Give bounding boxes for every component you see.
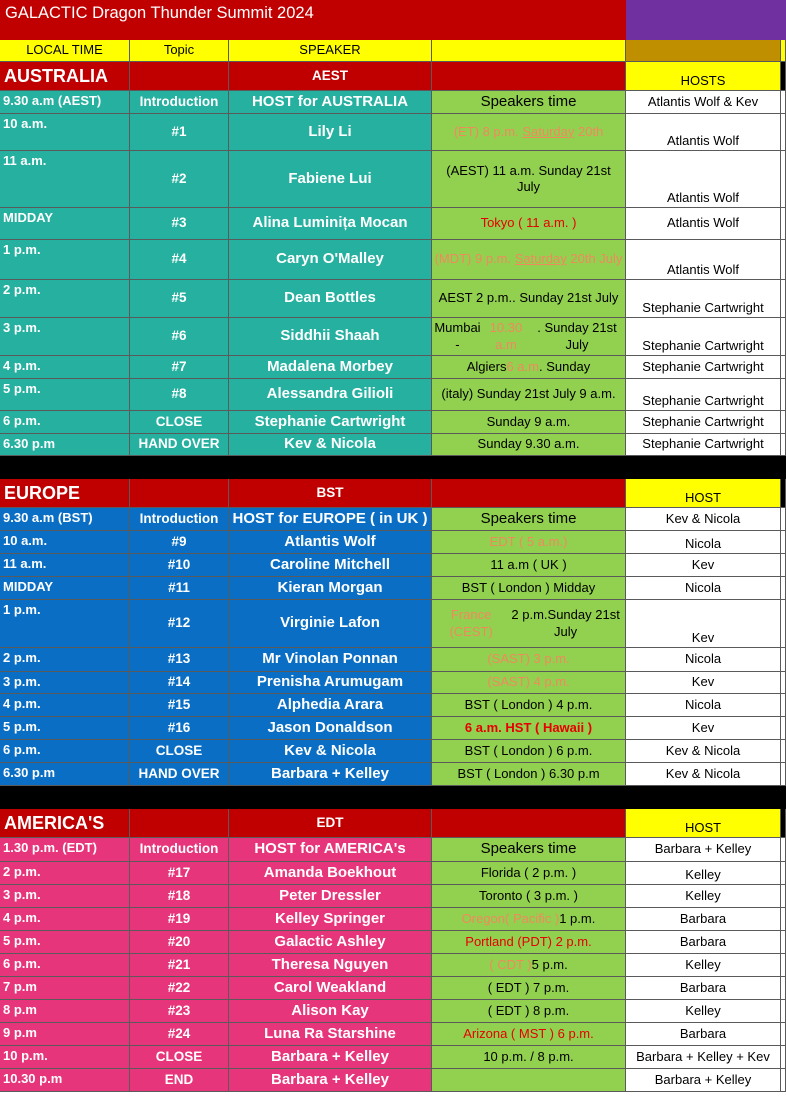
host[interactable]: Barbara	[626, 931, 781, 954]
edge-cell[interactable]	[781, 1046, 786, 1069]
speaker-local-time[interactable]: 11 a.m ( UK )	[432, 554, 626, 577]
topic[interactable]: #13	[130, 648, 229, 672]
host-column-label[interactable]: HOST	[626, 809, 781, 838]
topic[interactable]: #9	[130, 531, 229, 554]
speaker[interactable]: Caryn O'Malley	[229, 240, 432, 280]
edge-cell[interactable]	[781, 600, 786, 648]
section-header-blank[interactable]	[130, 809, 229, 838]
edge-cell[interactable]	[781, 91, 786, 114]
topic[interactable]: #8	[130, 379, 229, 411]
speaker-local-time[interactable]: (MDT) 9 p.m. Saturday 20th July	[432, 240, 626, 280]
edge-cell[interactable]	[781, 479, 786, 508]
speaker-local-time[interactable]: (SAST) 3 p.m.	[432, 648, 626, 672]
edge-cell[interactable]	[781, 977, 786, 1000]
topic[interactable]: HAND OVER	[130, 434, 229, 456]
edge-cell[interactable]	[781, 411, 786, 434]
edge-cell[interactable]	[781, 62, 786, 91]
speaker[interactable]: Jason Donaldson	[229, 717, 432, 740]
section-timezone[interactable]: BST	[229, 479, 432, 508]
speaker[interactable]: Stephanie Cartwright	[229, 411, 432, 434]
local-time[interactable]: 10.30 p.m	[0, 1069, 130, 1092]
col-header-tan[interactable]	[626, 40, 781, 62]
section-header-blank[interactable]	[432, 479, 626, 508]
edge-cell[interactable]	[781, 318, 786, 356]
local-time[interactable]: 6 p.m.	[0, 411, 130, 434]
host[interactable]: Kev & Nicola	[626, 508, 781, 531]
local-time[interactable]: 10 a.m.	[0, 531, 130, 554]
speaker[interactable]: Kev & Nicola	[229, 740, 432, 763]
topic[interactable]: #5	[130, 280, 229, 318]
edge-cell[interactable]	[781, 1000, 786, 1023]
topic[interactable]: #12	[130, 600, 229, 648]
speaker-local-time[interactable]: AEST 2 p.m.. Sunday 21st July	[432, 280, 626, 318]
host[interactable]: Stephanie Cartwright	[626, 411, 781, 434]
speaker[interactable]: Dean Bottles	[229, 280, 432, 318]
edge-cell[interactable]	[781, 114, 786, 151]
topic[interactable]: #16	[130, 717, 229, 740]
host[interactable]: Kelley	[626, 1000, 781, 1023]
speaker[interactable]: Luna Ra Starshine	[229, 1023, 432, 1046]
host[interactable]: Atlantis Wolf	[626, 151, 781, 208]
speaker[interactable]: Madalena Morbey	[229, 356, 432, 379]
host[interactable]: Stephanie Cartwright	[626, 434, 781, 456]
speaker[interactable]: Mr Vinolan Ponnan	[229, 648, 432, 672]
host[interactable]: Stephanie Cartwright	[626, 318, 781, 356]
speaker-local-time[interactable]: Algiers 6 a.m . Sunday	[432, 356, 626, 379]
edge-cell[interactable]	[781, 763, 786, 786]
host[interactable]: Atlantis Wolf	[626, 114, 781, 151]
edge-cell[interactable]	[781, 434, 786, 456]
speaker[interactable]: Siddhii Shaah	[229, 318, 432, 356]
edge-cell[interactable]	[781, 931, 786, 954]
speaker[interactable]: HOST for AMERICA's	[229, 838, 432, 862]
edge-cell[interactable]	[781, 280, 786, 318]
col-header-blank[interactable]	[432, 40, 626, 62]
edge-cell[interactable]	[781, 208, 786, 240]
speaker-local-time[interactable]: Toronto ( 3 p.m. )	[432, 885, 626, 908]
topic[interactable]: #21	[130, 954, 229, 977]
section-header-blank[interactable]	[432, 62, 626, 91]
topic[interactable]: #1	[130, 114, 229, 151]
speaker[interactable]: Barbara + Kelley	[229, 1069, 432, 1092]
speaker[interactable]: Kev & Nicola	[229, 434, 432, 456]
speaker-local-time[interactable]: 10 p.m. / 8 p.m.	[432, 1046, 626, 1069]
local-time[interactable]: 3 p.m.	[0, 318, 130, 356]
local-time[interactable]: 1 p.m.	[0, 240, 130, 280]
local-time[interactable]: 7 p.m	[0, 977, 130, 1000]
local-time[interactable]: MIDDAY	[0, 208, 130, 240]
topic[interactable]: #17	[130, 862, 229, 885]
local-time[interactable]: 1 p.m.	[0, 600, 130, 648]
speaker[interactable]: HOST for EUROPE ( in UK )	[229, 508, 432, 531]
speaker-local-time[interactable]: ( EDT ) 8 p.m.	[432, 1000, 626, 1023]
host[interactable]: Nicola	[626, 694, 781, 717]
section-name[interactable]: AMERICA'S	[0, 809, 130, 838]
local-time[interactable]: 3 p.m.	[0, 672, 130, 694]
speaker[interactable]: Barbara + Kelley	[229, 763, 432, 786]
col-header-edge[interactable]	[781, 40, 786, 62]
local-time[interactable]: 4 p.m.	[0, 908, 130, 931]
host[interactable]: Nicola	[626, 531, 781, 554]
speaker[interactable]: Kieran Morgan	[229, 577, 432, 600]
speaker[interactable]: Alison Kay	[229, 1000, 432, 1023]
speaker[interactable]: Caroline Mitchell	[229, 554, 432, 577]
local-time[interactable]: 6.30 p.m	[0, 763, 130, 786]
edge-cell[interactable]	[781, 694, 786, 717]
host[interactable]: Kev & Nicola	[626, 740, 781, 763]
local-time[interactable]: 4 p.m.	[0, 694, 130, 717]
edge-cell[interactable]	[781, 151, 786, 208]
speaker[interactable]: Fabiene Lui	[229, 151, 432, 208]
local-time[interactable]: 6 p.m.	[0, 954, 130, 977]
speaker-local-time[interactable]: Speakers time	[432, 838, 626, 862]
edge-cell[interactable]	[781, 531, 786, 554]
speaker-local-time[interactable]: France (CEST) 2 p.m.Sunday 21st July	[432, 600, 626, 648]
edge-cell[interactable]	[781, 240, 786, 280]
local-time[interactable]: 9 p.m	[0, 1023, 130, 1046]
topic[interactable]: #11	[130, 577, 229, 600]
speaker-local-time[interactable]: (SAST) 4 p.m.	[432, 672, 626, 694]
speaker-local-time[interactable]: Speakers time	[432, 91, 626, 114]
host[interactable]: Barbara	[626, 1023, 781, 1046]
host[interactable]: Kev	[626, 717, 781, 740]
host[interactable]: Kelley	[626, 862, 781, 885]
host[interactable]: Kelley	[626, 885, 781, 908]
host[interactable]: Nicola	[626, 577, 781, 600]
host-column-label[interactable]: HOSTS	[626, 62, 781, 91]
section-header-blank[interactable]	[432, 809, 626, 838]
topic[interactable]: CLOSE	[130, 740, 229, 763]
topic[interactable]: CLOSE	[130, 411, 229, 434]
topic[interactable]: #2	[130, 151, 229, 208]
local-time[interactable]: 1.30 p.m. (EDT)	[0, 838, 130, 862]
speaker-local-time[interactable]: EDT ( 5 a.m.)	[432, 531, 626, 554]
topic[interactable]: #15	[130, 694, 229, 717]
local-time[interactable]: MIDDAY	[0, 577, 130, 600]
topic[interactable]: #23	[130, 1000, 229, 1023]
edge-cell[interactable]	[781, 809, 786, 838]
local-time[interactable]: 5 p.m.	[0, 931, 130, 954]
edge-cell[interactable]	[781, 1023, 786, 1046]
host[interactable]: Stephanie Cartwright	[626, 280, 781, 318]
section-divider[interactable]	[0, 786, 786, 809]
edge-cell[interactable]	[781, 885, 786, 908]
speaker-local-time[interactable]: ( CDT ) 5 p.m.	[432, 954, 626, 977]
local-time[interactable]: 9.30 a.m (AEST)	[0, 91, 130, 114]
speaker-local-time[interactable]: Mumbai - 10.30 a.m . Sunday 21st July	[432, 318, 626, 356]
sheet-title[interactable]: GALACTIC Dragon Thunder Summit 2024	[0, 0, 626, 40]
edge-cell[interactable]	[781, 908, 786, 931]
host[interactable]: Atlantis Wolf & Kev	[626, 91, 781, 114]
speaker-local-time[interactable]: (italy) Sunday 21st July 9 a.m.	[432, 379, 626, 411]
speaker[interactable]: Kelley Springer	[229, 908, 432, 931]
col-header-local-time[interactable]: LOCAL TIME	[0, 40, 130, 62]
local-time[interactable]: 8 p.m	[0, 1000, 130, 1023]
topic[interactable]: END	[130, 1069, 229, 1092]
col-header-speaker[interactable]: SPEAKER	[229, 40, 432, 62]
topic[interactable]: Introduction	[130, 91, 229, 114]
speaker[interactable]: Atlantis Wolf	[229, 531, 432, 554]
col-header-topic[interactable]: Topic	[130, 40, 229, 62]
speaker-local-time[interactable]: 6 a.m. HST ( Hawaii )	[432, 717, 626, 740]
speaker-local-time[interactable]: Speakers time	[432, 508, 626, 531]
section-divider[interactable]	[0, 456, 786, 479]
section-header-blank[interactable]	[130, 62, 229, 91]
topic[interactable]: Introduction	[130, 838, 229, 862]
purple-header-cell[interactable]	[626, 0, 786, 40]
speaker-local-time[interactable]: Tokyo ( 11 a.m. )	[432, 208, 626, 240]
section-header-blank[interactable]	[130, 479, 229, 508]
edge-cell[interactable]	[781, 862, 786, 885]
topic[interactable]: #4	[130, 240, 229, 280]
edge-cell[interactable]	[781, 717, 786, 740]
local-time[interactable]: 10 p.m.	[0, 1046, 130, 1069]
local-time[interactable]: 11 a.m.	[0, 151, 130, 208]
topic[interactable]: #14	[130, 672, 229, 694]
topic[interactable]: #22	[130, 977, 229, 1000]
speaker[interactable]: HOST for AUSTRALIA	[229, 91, 432, 114]
local-time[interactable]: 11 a.m.	[0, 554, 130, 577]
speaker[interactable]: Barbara + Kelley	[229, 1046, 432, 1069]
edge-cell[interactable]	[781, 577, 786, 600]
host[interactable]: Barbara + Kelley	[626, 838, 781, 862]
section-name[interactable]: EUROPE	[0, 479, 130, 508]
section-timezone[interactable]: EDT	[229, 809, 432, 838]
speaker[interactable]: Alphedia Arara	[229, 694, 432, 717]
speaker[interactable]: Alina Luminița Mocan	[229, 208, 432, 240]
topic[interactable]: #7	[130, 356, 229, 379]
edge-cell[interactable]	[781, 648, 786, 672]
host[interactable]: Kev & Nicola	[626, 763, 781, 786]
host[interactable]: Kev	[626, 600, 781, 648]
speaker[interactable]: Peter Dressler	[229, 885, 432, 908]
topic[interactable]: HAND OVER	[130, 763, 229, 786]
host[interactable]: Barbara	[626, 908, 781, 931]
speaker-local-time[interactable]: (AEST) 11 a.m. Sunday 21st July	[432, 151, 626, 208]
host[interactable]: Nicola	[626, 648, 781, 672]
edge-cell[interactable]	[781, 508, 786, 531]
speaker-local-time[interactable]: Florida ( 2 p.m. )	[432, 862, 626, 885]
speaker-local-time[interactable]: BST ( London ) Midday	[432, 577, 626, 600]
speaker-local-time[interactable]: (ET) 8 p.m. Saturday 20th	[432, 114, 626, 151]
local-time[interactable]: 6.30 p.m	[0, 434, 130, 456]
local-time[interactable]: 6 p.m.	[0, 740, 130, 763]
host[interactable]: Barbara	[626, 977, 781, 1000]
edge-cell[interactable]	[781, 740, 786, 763]
speaker-local-time[interactable]: BST ( London ) 6.30 p.m	[432, 763, 626, 786]
speaker-local-time[interactable]: Sunday 9.30 a.m.	[432, 434, 626, 456]
edge-cell[interactable]	[781, 356, 786, 379]
section-name[interactable]: AUSTRALIA	[0, 62, 130, 91]
topic[interactable]: #19	[130, 908, 229, 931]
speaker-local-time[interactable]: ( EDT ) 7 p.m.	[432, 977, 626, 1000]
local-time[interactable]: 2 p.m.	[0, 280, 130, 318]
topic[interactable]: CLOSE	[130, 1046, 229, 1069]
local-time[interactable]: 3 p.m.	[0, 885, 130, 908]
edge-cell[interactable]	[781, 554, 786, 577]
topic[interactable]: #24	[130, 1023, 229, 1046]
speaker[interactable]: Theresa Nguyen	[229, 954, 432, 977]
edge-cell[interactable]	[781, 954, 786, 977]
speaker-local-time[interactable]: Arizona ( MST ) 6 p.m.	[432, 1023, 626, 1046]
local-time[interactable]: 4 p.m.	[0, 356, 130, 379]
speaker[interactable]: Alessandra Gilioli	[229, 379, 432, 411]
local-time[interactable]: 5 p.m.	[0, 717, 130, 740]
host[interactable]: Kev	[626, 672, 781, 694]
local-time[interactable]: 2 p.m.	[0, 862, 130, 885]
speaker[interactable]: Virginie Lafon	[229, 600, 432, 648]
topic[interactable]: #18	[130, 885, 229, 908]
local-time[interactable]: 5 p.m.	[0, 379, 130, 411]
speaker-local-time[interactable]: Sunday 9 a.m.	[432, 411, 626, 434]
host[interactable]: Atlantis Wolf	[626, 208, 781, 240]
topic[interactable]: #10	[130, 554, 229, 577]
topic[interactable]: #3	[130, 208, 229, 240]
topic[interactable]: #20	[130, 931, 229, 954]
local-time[interactable]: 10 a.m.	[0, 114, 130, 151]
edge-cell[interactable]	[781, 672, 786, 694]
speaker-local-time[interactable]: BST ( London ) 4 p.m.	[432, 694, 626, 717]
speaker[interactable]: Galactic Ashley	[229, 931, 432, 954]
host-column-label[interactable]: HOST	[626, 479, 781, 508]
host[interactable]: Atlantis Wolf	[626, 240, 781, 280]
local-time[interactable]: 9.30 a.m (BST)	[0, 508, 130, 531]
edge-cell[interactable]	[781, 838, 786, 862]
topic[interactable]: Introduction	[130, 508, 229, 531]
edge-cell[interactable]	[781, 1069, 786, 1092]
host[interactable]: Stephanie Cartwright	[626, 379, 781, 411]
speaker-local-time[interactable]	[432, 1069, 626, 1092]
speaker[interactable]: Amanda Boekhout	[229, 862, 432, 885]
speaker-local-time[interactable]: BST ( London ) 6 p.m.	[432, 740, 626, 763]
local-time[interactable]: 2 p.m.	[0, 648, 130, 672]
speaker[interactable]: Carol Weakland	[229, 977, 432, 1000]
speaker[interactable]: Prenisha Arumugam	[229, 672, 432, 694]
host[interactable]: Stephanie Cartwright	[626, 356, 781, 379]
host[interactable]: Kev	[626, 554, 781, 577]
host[interactable]: Barbara + Kelley + Kev	[626, 1046, 781, 1069]
topic[interactable]: #6	[130, 318, 229, 356]
speaker-local-time[interactable]: Portland (PDT) 2 p.m.	[432, 931, 626, 954]
host[interactable]: Kelley	[626, 954, 781, 977]
section-timezone[interactable]: AEST	[229, 62, 432, 91]
edge-cell[interactable]	[781, 379, 786, 411]
speaker[interactable]: Lily Li	[229, 114, 432, 151]
host[interactable]: Barbara + Kelley	[626, 1069, 781, 1092]
speaker-local-time[interactable]: Oregon( Pacific ) 1 p.m.	[432, 908, 626, 931]
